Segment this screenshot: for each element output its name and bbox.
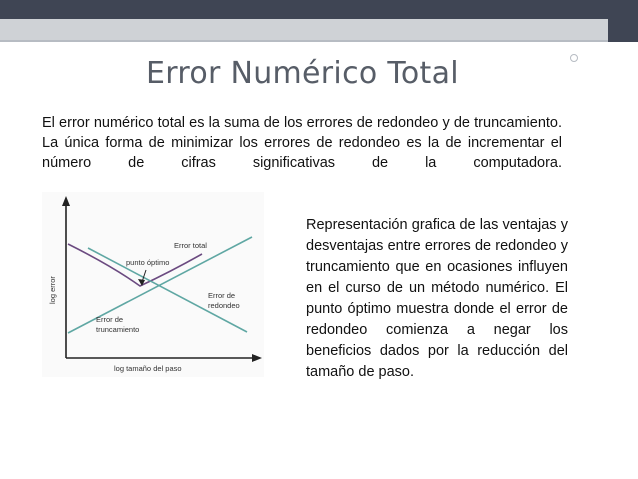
accent-line (0, 40, 638, 42)
label-truncation-error-2: truncamiento (96, 325, 140, 334)
top-band (0, 19, 638, 42)
label-rounding-error-2: redondeo (208, 301, 240, 310)
corner-tab (608, 0, 638, 42)
intro-paragraph: El error numérico total es la suma de los errores de redondeo y de truncamiento. La única forma de minimizar los errores de redondeo es la de incrementar el número de cifras significativas de la computadora. (42, 115, 562, 171)
label-total-error: Error total (174, 241, 207, 250)
label-optimal-point: punto óptimo (126, 258, 170, 267)
y-axis-label: log error (48, 276, 57, 304)
top-bar (0, 0, 638, 19)
diagram-background (42, 192, 264, 377)
diagram-caption: Representación grafica de las ventajas y desventajas entre errores de redondeo y truncamiento que en ocasiones influyen en el curso de un método numérico. El punto óptimo muestra donde el error de redondeo comienza a negar los beneficios dados por la reducción del tamaño de paso. (306, 217, 568, 380)
label-truncation-error-1: Error de (96, 315, 124, 324)
error-diagram (42, 192, 264, 377)
title-bullet-icon (570, 54, 578, 62)
slide-title: Error Numérico Total (146, 56, 459, 91)
label-rounding-error-1: Error de (208, 291, 236, 300)
error-diagram-svg (42, 192, 264, 377)
x-axis-label: log tamaño del paso (114, 364, 182, 373)
